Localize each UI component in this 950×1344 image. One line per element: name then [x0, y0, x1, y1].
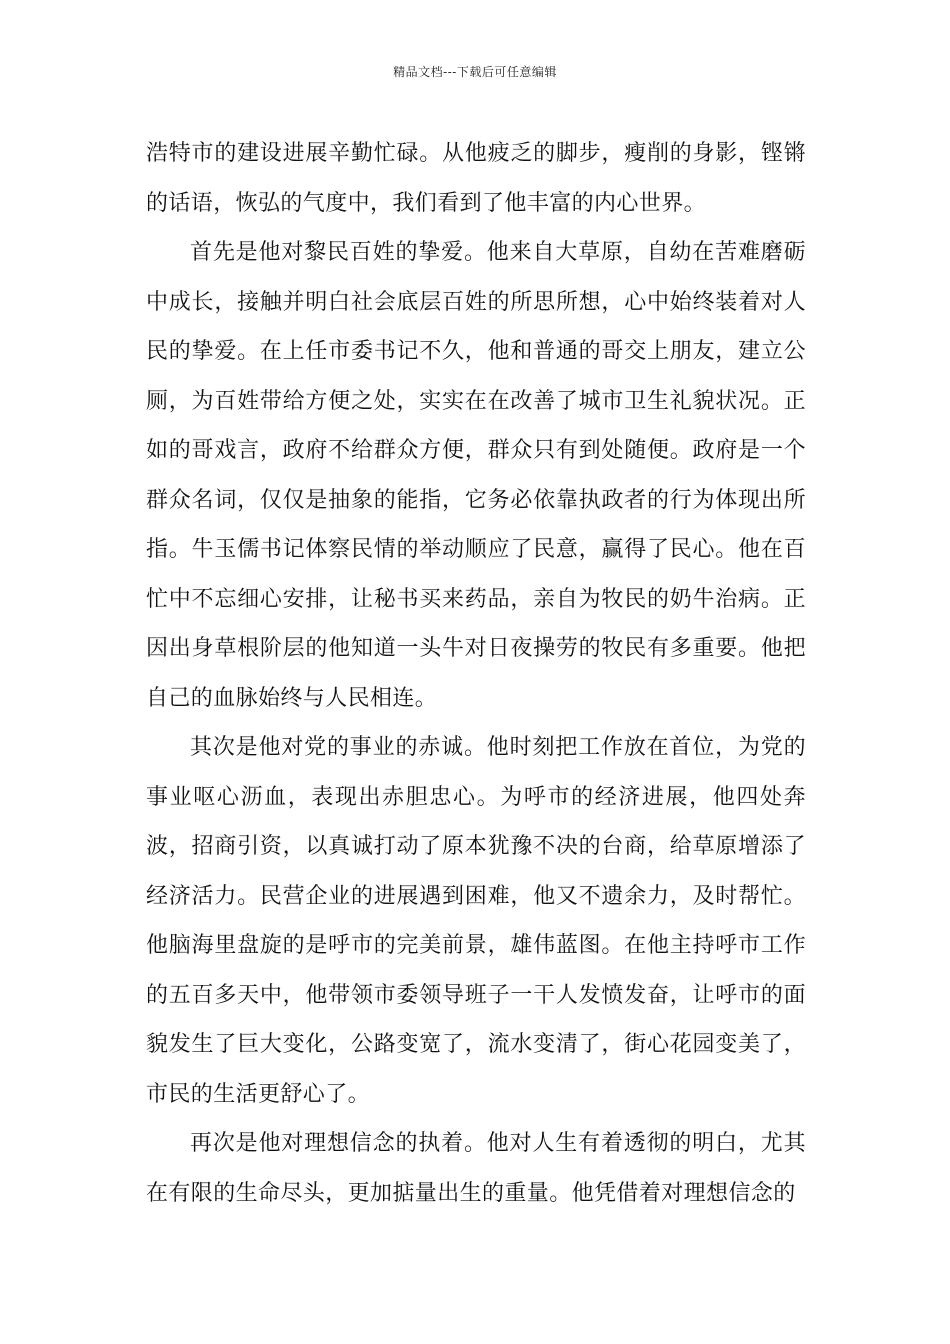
paragraph-3: 其次是他对党的事业的赤诚。他时刻把工作放在首位，为党的事业呕心沥血，表现出赤胆忠心。为呼市的经济进展，他四处奔波，招商引资，以真诚打动了原本犹豫不决的台商，给草原增添了经济活力。民营企业的进展遇到困难，他又不遗余力，及时帮忙。他脑海里盘旋的是呼市的完美前景，雄伟蓝图。在他主持呼市工作的五百多天中，他带领市委领导班子一干人发愤发奋，让呼市的面貌发生了巨大变化，公路变宽了，流水变清了，街心花园变美了，市民的生活更舒心了。 [146, 735, 806, 1107]
document-body [146, 129, 806, 1218]
paragraph-2: 首先是他对黎民百姓的挚爱。他来自大草原，自幼在苦难磨砺中成长，接触并明白社会底层百姓的所思所想，心中始终装着对人民的挚爱。在上任市委书记不久，他和普通的哥交上朋友，建立公厕，为百姓带给方便之处，实实在在改善了城市卫生礼貌状况。正如的哥戏言，政府不给群众方便，群众只有到处随便。政府是一个群众名词，仅仅是抽象的能指，它务必依靠执政者的行为体现出所指。牛玉儒书记体察民情的举动顺应了民意，赢得了民心。他在百忙中不忘细心安排，让秘书买来药品，亲自为牧民的奶牛治病。正因出身草根阶层的他知道一头牛对日夜操劳的牧民有多重要。他把自己的血脉始终与人民相连。 [146, 240, 806, 711]
paragraph-1: 浩特市的建设进展辛勤忙碌。从他疲乏的脚步，瘦削的身影，铿锵的话语，恢弘的气度中，我们看到了他丰富的内心世界。 [146, 141, 806, 216]
page-header: 精品文档---下载后可任意编辑 [393, 65, 557, 79]
paragraph-4: 再次是他对理想信念的执着。他对人生有着透彻的明白，尤其在有限的生命尽头，更加掂量出生的重量。他凭借着对理想信念的 [146, 1131, 806, 1206]
